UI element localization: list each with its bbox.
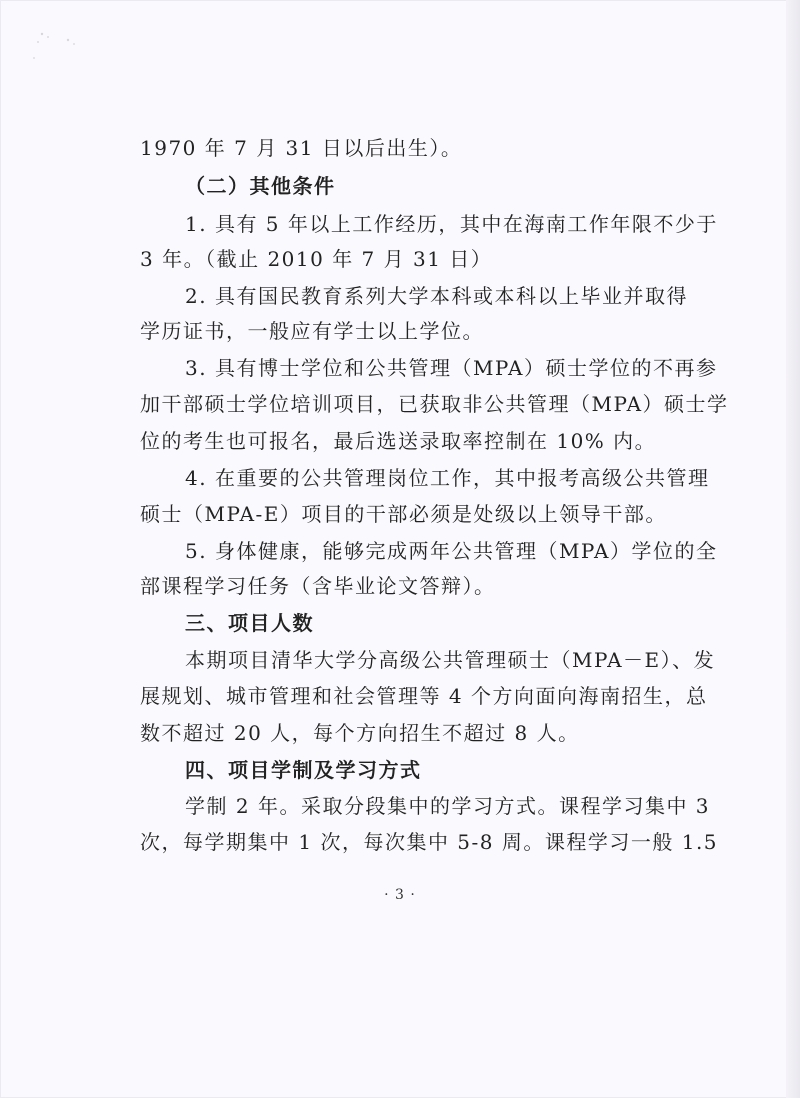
- section-heading-other-conditions: （二）其他条件: [185, 174, 336, 198]
- paragraph-degree-line-2: 加干部硕士学位培训项目，已获取非公共管理（MPA）硕士学: [140, 392, 729, 416]
- paragraph-schooling-line-1: 学制 2 年。采取分段集中的学习方式。课程学习集中 3: [185, 794, 711, 818]
- paragraph-work-experience-line-2: 3 年。（截止 2010 年 7 月 31 日）: [140, 247, 493, 271]
- section-heading-schooling-system: 四、项目学制及学习方式: [185, 758, 422, 782]
- page-number: · 3 ·: [384, 887, 416, 903]
- paragraph-quota-line-3: 数不超过 20 人，每个方向招生不超过 8 人。: [140, 721, 580, 745]
- paragraph-work-experience-line-1: 1. 具有 5 年以上工作经历，其中在海南工作年限不少于: [185, 212, 718, 236]
- text-line-continuation-birthdate: 1970 年 7 月 31 日以后出生）。: [140, 136, 463, 160]
- paragraph-quota-line-2: 展规划、城市管理和社会管理等 4 个方向面向海南招生，总: [140, 684, 708, 708]
- paragraph-degree-line-3: 位的考生也可报名，最后选送录取率控制在 10% 内。: [140, 429, 657, 453]
- paragraph-education-line-1: 2. 具有国民教育系列大学本科或本科以上毕业并取得: [185, 284, 688, 308]
- paragraph-education-line-2: 学历证书，一般应有学士以上学位。: [140, 319, 484, 343]
- paragraph-health-line-2: 部课程学习任务（含毕业论文答辩）。: [140, 574, 496, 598]
- paragraph-degree-line-1: 3. 具有博士学位和公共管理（MPA）硕士学位的不再参: [185, 356, 718, 380]
- scan-specks-decoration: [28, 28, 88, 68]
- paragraph-position-line-2: 硕士（MPA-E）项目的干部必须是处级以上领导干部。: [140, 502, 667, 526]
- paragraph-health-line-1: 5. 身体健康，能够完成两年公共管理（MPA）学位的全: [185, 539, 718, 563]
- paragraph-schooling-line-2: 次，每学期集中 1 次，每次集中 5-8 周。课程学习一般 1.5: [140, 830, 719, 854]
- page-edge-shadow: [786, 0, 800, 1098]
- paragraph-quota-line-1: 本期项目清华大学分高级公共管理硕士（MPA－E）、发: [185, 648, 716, 672]
- section-heading-project-quota: 三、项目人数: [185, 611, 314, 635]
- paragraph-position-line-1: 4. 在重要的公共管理岗位工作，其中报考高级公共管理: [185, 466, 710, 490]
